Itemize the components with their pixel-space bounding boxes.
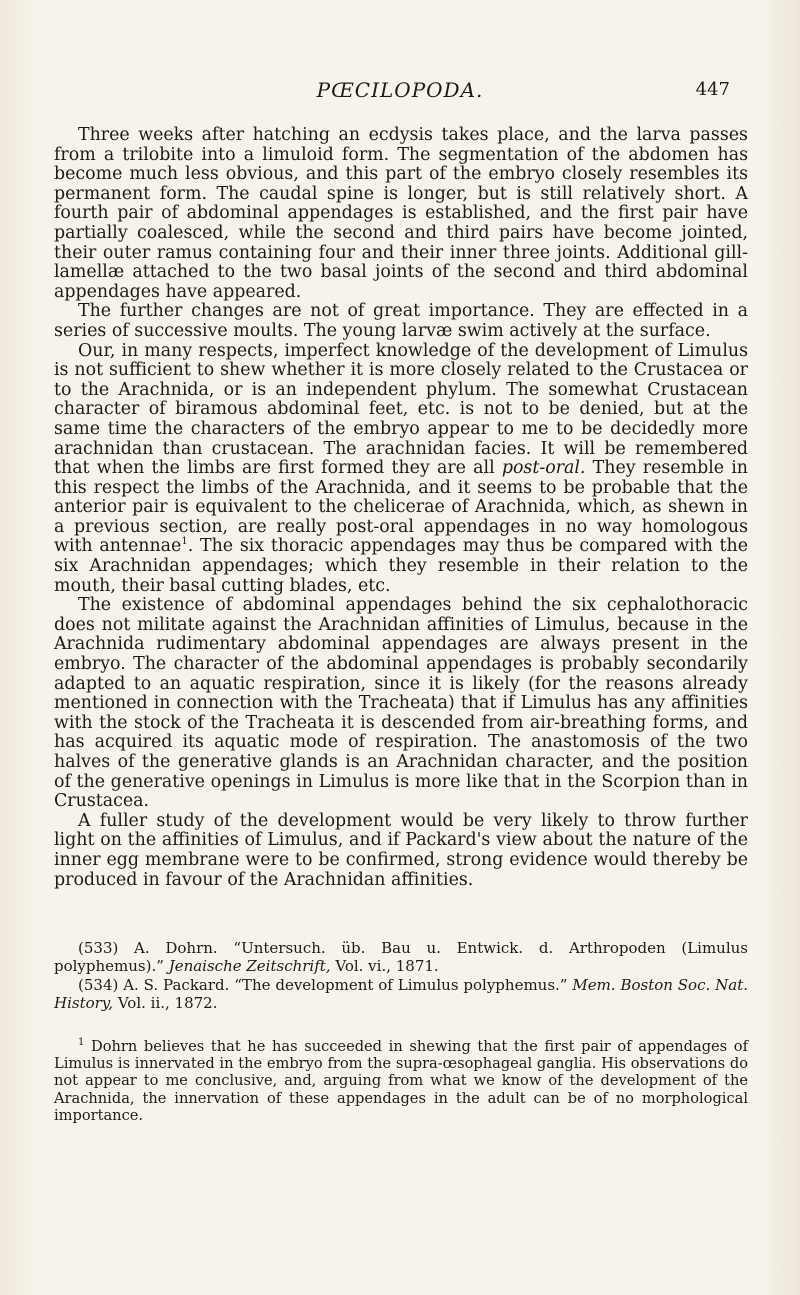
footnote-reference: 1: [181, 536, 188, 548]
reference-534-text: (534) A. S. Packard. “The development of Limulus polyphemus.”: [78, 976, 573, 994]
paragraph-3-part-b: They resemble in this respect the limbs of the Arachnida, and it seems to be probable that the anterior pair is equivalent to the chelicerae of Arachnida, which, as shewn in a previous section, are really post-oral appendages in no way homologous with antennae: [54, 458, 748, 557]
reference-533-text: (533) A. Dohrn. “Untersuch. üb. Bau u. Entwick. d. Arthropoden (Limulus polyphemus).”: [54, 939, 748, 975]
reference-534: [54, 977, 748, 1012]
reference-534-volume: Vol. ii., 1872.: [113, 993, 218, 1012]
reference-533: [54, 940, 748, 975]
footnote-text: Dohrn believes that he has succeeded in shewing that the first pair of appendages of Limulus is innervated in the embryo from the supra-œsophageal ganglia. His observations do not appear to me conclusive, and, arguing from what we know of the development of the Arachnida, the innervation of these appendages in the adult can be of no morphological importance.: [54, 1038, 748, 1124]
reference-533-volume: Vol. vi., 1871.: [330, 956, 439, 975]
footnote: [54, 1038, 748, 1124]
paragraph-1: Three weeks after hatching an ecdysis takes place, and the larva passes from a trilobite into a limuloid form. The segmentation of the abdomen has become much less obvious, and this part of the embryo closely resembles its permanent form. The caudal spine is longer, but is still relatively short. A fourth pair of abdominal appendages is established, and the first pair have partially coalesced, while the second and third pairs have become jointed, their outer ramus containing four and their inner three joints. Additional gill-lamellæ attached to the two basal joints of the second and third abdominal appendages have appeared.: [54, 125, 748, 302]
page-number: 447: [695, 79, 730, 100]
main-text: [54, 126, 748, 890]
paragraph-3-part-c: . The six thoracic appendages may thus be compared with the six Arachnidan appendages; which they resemble in their relation to the mouth, their basal cutting blades, etc.: [54, 536, 749, 596]
paragraph-5: A fuller study of the development would be very likely to throw further light on the affinities of Limulus, and if Packard's view about the nature of the inner egg membrane were to be confirmed, strong evidence would thereby be produced in favour of the Arachnidan affinities.: [54, 810, 748, 890]
paragraph-3: [54, 342, 748, 597]
paragraph-4: The existence of abdominal appendages behind the six cephalothoracic does not militate against the Arachnidan affinities of Limulus, because in the Arachnida rudimentary abdominal appendages are always present in the embryo. The character of the abdominal appendages is probably secondarily adapted to an aquatic respiration, since it is likely (for the reasons already mentioned in connection with the Tracheata) that if Limulus has any affinities with the stock of the Tracheata it is descended from air-breathing forms, and has acquired its aquatic mode of respiration. The anastomosis of the two halves of the generative glands is an Arachnidan character, and the position of the generative openings in Limulus is more like that in the Scorpion than in Crustacea.: [54, 595, 748, 812]
paragraph-3-part-a: Our, in many respects, imperfect knowledge of the development of Limulus is not sufficient to shew whether it is more closely related to the Crustacea or to the Arachnida, or is an independent phylum. The somewhat Crustacean character of biramous abdominal feet, etc. is not to be denied, but at the same time the characters of the embryo appear to me to be decidedly more arachnidan than crustacean. The arachnidan facies. It will be remembered that when the limbs are first formed they are all: [54, 340, 748, 479]
page-header: [70, 78, 730, 108]
references: [54, 940, 748, 1014]
paragraph-3-emphasis: post-oral.: [501, 458, 586, 479]
running-title: PŒCILOPODA.: [316, 78, 484, 102]
reference-533-journal: Jenaische Zeitschrift,: [168, 956, 331, 975]
reference-534-journal: Mem. Boston Soc. Nat. History,: [54, 976, 748, 1012]
paragraph-2: The further changes are not of great importance. They are effected in a series of successive moults. The young larvæ swim actively at the surface.: [54, 301, 748, 341]
footnote-mark: 1: [78, 1037, 85, 1049]
footnote-1: [54, 1038, 748, 1124]
